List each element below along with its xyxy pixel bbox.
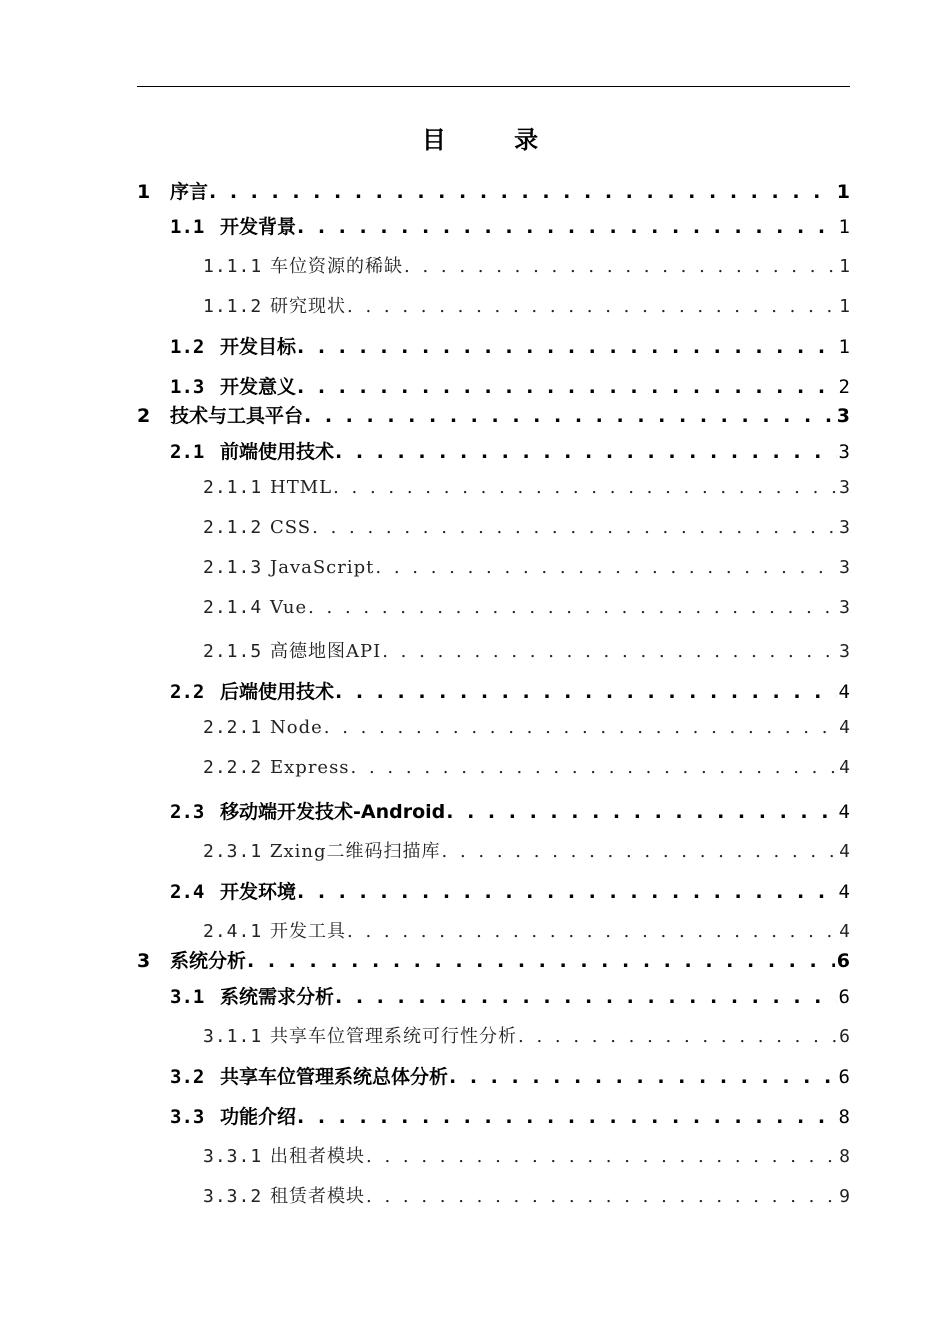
toc-entry[interactable] <box>203 1142 850 1172</box>
toc-entry[interactable] <box>203 477 850 507</box>
toc-entry-number: 2.4.1 <box>203 921 263 942</box>
toc-entry-number: 3.2 <box>170 1066 205 1088</box>
toc-entry[interactable] <box>203 292 850 322</box>
toc-entry-title: Vue <box>270 597 308 618</box>
toc-entry[interactable] <box>203 837 850 867</box>
dot-leader <box>335 441 837 463</box>
toc-entry-number: 2.1 <box>170 441 205 463</box>
toc-entry[interactable] <box>203 1182 850 1212</box>
dot-leader <box>297 376 837 398</box>
toc-entry-number: 2.3.1 <box>203 841 263 862</box>
toc-title: 目 录 <box>421 126 569 154</box>
dot-leader <box>449 1066 837 1088</box>
toc-entry-page: 6 <box>838 986 850 1008</box>
dot-leader <box>333 477 837 498</box>
dot-leader <box>404 256 837 277</box>
toc-entry-number: 3.1 <box>170 986 205 1008</box>
toc-entry-number: 2 <box>137 405 151 427</box>
toc-entry-number: 3.3.2 <box>203 1186 263 1207</box>
toc-entry[interactable] <box>170 1062 850 1092</box>
toc-entry-title: 出租者模块 <box>270 1146 365 1167</box>
dot-leader <box>324 717 837 738</box>
dot-leader <box>366 1186 837 1207</box>
toc-entry-page: 8 <box>838 1106 850 1128</box>
toc-entry-page: 3 <box>839 477 850 498</box>
toc-entry-page: 4 <box>839 841 850 862</box>
toc-entry[interactable] <box>170 437 850 467</box>
toc-entry-number: 3.3.1 <box>203 1146 263 1167</box>
toc-entry-page: 4 <box>838 681 850 703</box>
toc-entry[interactable] <box>203 917 850 947</box>
toc-entry-page: 1 <box>838 216 850 238</box>
toc-entry-page: 8 <box>839 1146 850 1167</box>
dot-leader <box>347 296 837 317</box>
dot-leader <box>351 757 838 778</box>
toc-entry[interactable] <box>203 757 850 787</box>
toc-entry-title: 序言 <box>170 181 209 203</box>
toc-entry-number: 3 <box>137 950 151 972</box>
toc-entry-page: 4 <box>839 757 850 778</box>
toc-entry-number: 2.3 <box>170 801 205 823</box>
toc-entry-title: 研究现状 <box>270 296 346 317</box>
dot-leader <box>375 557 837 578</box>
toc-entry-number: 2.1.4 <box>203 597 263 618</box>
toc-entry-title: JavaScript <box>270 557 375 578</box>
toc-entry-page: 1 <box>839 296 850 317</box>
toc-entry-page: 6 <box>839 1026 850 1047</box>
toc-entry-number: 1 <box>137 181 151 203</box>
toc-entry[interactable] <box>203 717 850 747</box>
dot-leader <box>335 986 837 1008</box>
toc-entry-number: 2.1.3 <box>203 557 263 578</box>
toc-entry-title: 开发背景 <box>220 216 297 238</box>
toc-entry-title: 开发工具 <box>270 921 346 942</box>
toc-entry-page: 6 <box>836 950 850 972</box>
toc-entry[interactable] <box>170 372 850 402</box>
toc-entry-number: 1.2 <box>170 336 205 358</box>
dot-leader <box>366 1146 837 1167</box>
toc-entry[interactable] <box>203 597 850 627</box>
dot-leader <box>518 1026 837 1047</box>
toc-entry[interactable] <box>203 1022 850 1052</box>
toc-entry[interactable] <box>203 252 850 282</box>
toc-entry-title: 移动端开发技术-Android <box>220 801 446 823</box>
toc-entry-page: 3 <box>839 557 850 578</box>
toc-entry-title: 共享车位管理系统总体分析 <box>220 1066 449 1088</box>
toc-entry-page: 3 <box>839 517 850 538</box>
toc-entry-page: 1 <box>838 336 850 358</box>
dot-leader <box>335 681 837 703</box>
toc-entry-page: 3 <box>836 405 850 427</box>
toc-entry[interactable] <box>170 332 850 362</box>
dot-leader <box>446 801 836 823</box>
dot-leader <box>442 841 838 862</box>
toc-entry[interactable] <box>170 877 850 907</box>
dot-leader <box>297 216 837 238</box>
toc-entry-title: HTML <box>270 477 333 498</box>
toc-entry-page: 6 <box>838 1066 850 1088</box>
toc-entry-title: 功能介绍 <box>220 1106 297 1128</box>
dot-leader <box>308 597 837 618</box>
dot-leader <box>304 405 835 427</box>
toc-entry[interactable] <box>203 557 850 587</box>
toc-entry-title: 车位资源的稀缺 <box>270 256 403 277</box>
toc-entry-title: Node <box>270 717 323 738</box>
dot-leader <box>297 1106 837 1128</box>
toc-entry[interactable] <box>170 212 850 242</box>
toc-entry-number: 3.1.1 <box>203 1026 263 1047</box>
toc-entry[interactable] <box>170 677 850 707</box>
toc-entry-title: 后端使用技术 <box>220 681 335 703</box>
toc-entry-number: 2.1.1 <box>203 477 263 498</box>
toc-entry-page: 4 <box>838 801 850 823</box>
toc-entry-number: 1.1 <box>170 216 205 238</box>
toc-entry[interactable] <box>170 1102 850 1132</box>
toc-entry-title: CSS <box>270 517 312 538</box>
toc-entry-number: 2.1.5 <box>203 641 263 662</box>
toc-entry-page: 4 <box>839 921 850 942</box>
toc-entry-title: 系统需求分析 <box>220 986 335 1008</box>
dot-leader <box>382 641 837 662</box>
toc-entry-page: 4 <box>839 717 850 738</box>
toc-entry-number: 2.1.2 <box>203 517 263 538</box>
toc-entry-page: 1 <box>839 256 850 277</box>
toc-entry-page: 2 <box>838 376 850 398</box>
toc-entry[interactable] <box>137 946 850 976</box>
dot-leader <box>209 181 835 203</box>
toc-entry-number: 1.1.1 <box>203 256 263 277</box>
toc-entry-title: 租赁者模块 <box>270 1186 365 1207</box>
toc-entry-number: 2.2.1 <box>203 717 263 738</box>
toc-entry-title: 开发环境 <box>220 881 297 903</box>
toc-entry-title: 系统分析 <box>170 950 247 972</box>
toc-entry-title: Zxing二维码扫描库 <box>270 841 441 862</box>
toc-entry-page: 3 <box>839 641 850 662</box>
toc-entry-title: 共享车位管理系统可行性分析 <box>270 1026 517 1047</box>
dot-leader <box>247 950 835 972</box>
toc-entry-number: 1.1.2 <box>203 296 263 317</box>
toc-entry-number: 3.3 <box>170 1106 205 1128</box>
dot-leader <box>297 336 837 358</box>
toc-entry-number: 2.4 <box>170 881 205 903</box>
toc-entry[interactable] <box>170 797 850 827</box>
toc-entry-number: 2.2.2 <box>203 757 263 778</box>
dot-leader <box>297 881 837 903</box>
toc-entry-page: 9 <box>839 1186 850 1207</box>
header-rule <box>137 86 850 87</box>
toc-entry[interactable] <box>137 177 850 207</box>
toc-entry[interactable] <box>203 517 850 547</box>
toc-entry[interactable] <box>203 637 850 667</box>
toc-entry-number: 1.3 <box>170 376 205 398</box>
toc-entry-number: 2.2 <box>170 681 205 703</box>
dot-leader <box>347 921 837 942</box>
toc-entry-title: 前端使用技术 <box>220 441 335 463</box>
dot-leader <box>312 517 837 538</box>
toc-entry-page: 3 <box>838 441 850 463</box>
toc-entry-title: 开发意义 <box>220 376 297 398</box>
toc-entry[interactable] <box>137 401 850 431</box>
toc-entry[interactable] <box>170 982 850 1012</box>
toc-entry-page: 3 <box>839 597 850 618</box>
toc-entry-title: 开发目标 <box>220 336 297 358</box>
toc-entry-page: 1 <box>836 181 850 203</box>
toc-entry-page: 4 <box>838 881 850 903</box>
toc-entry-title: Express <box>270 757 350 778</box>
toc-entry-title: 高德地图API <box>270 641 382 662</box>
toc-entry-title: 技术与工具平台 <box>170 405 304 427</box>
